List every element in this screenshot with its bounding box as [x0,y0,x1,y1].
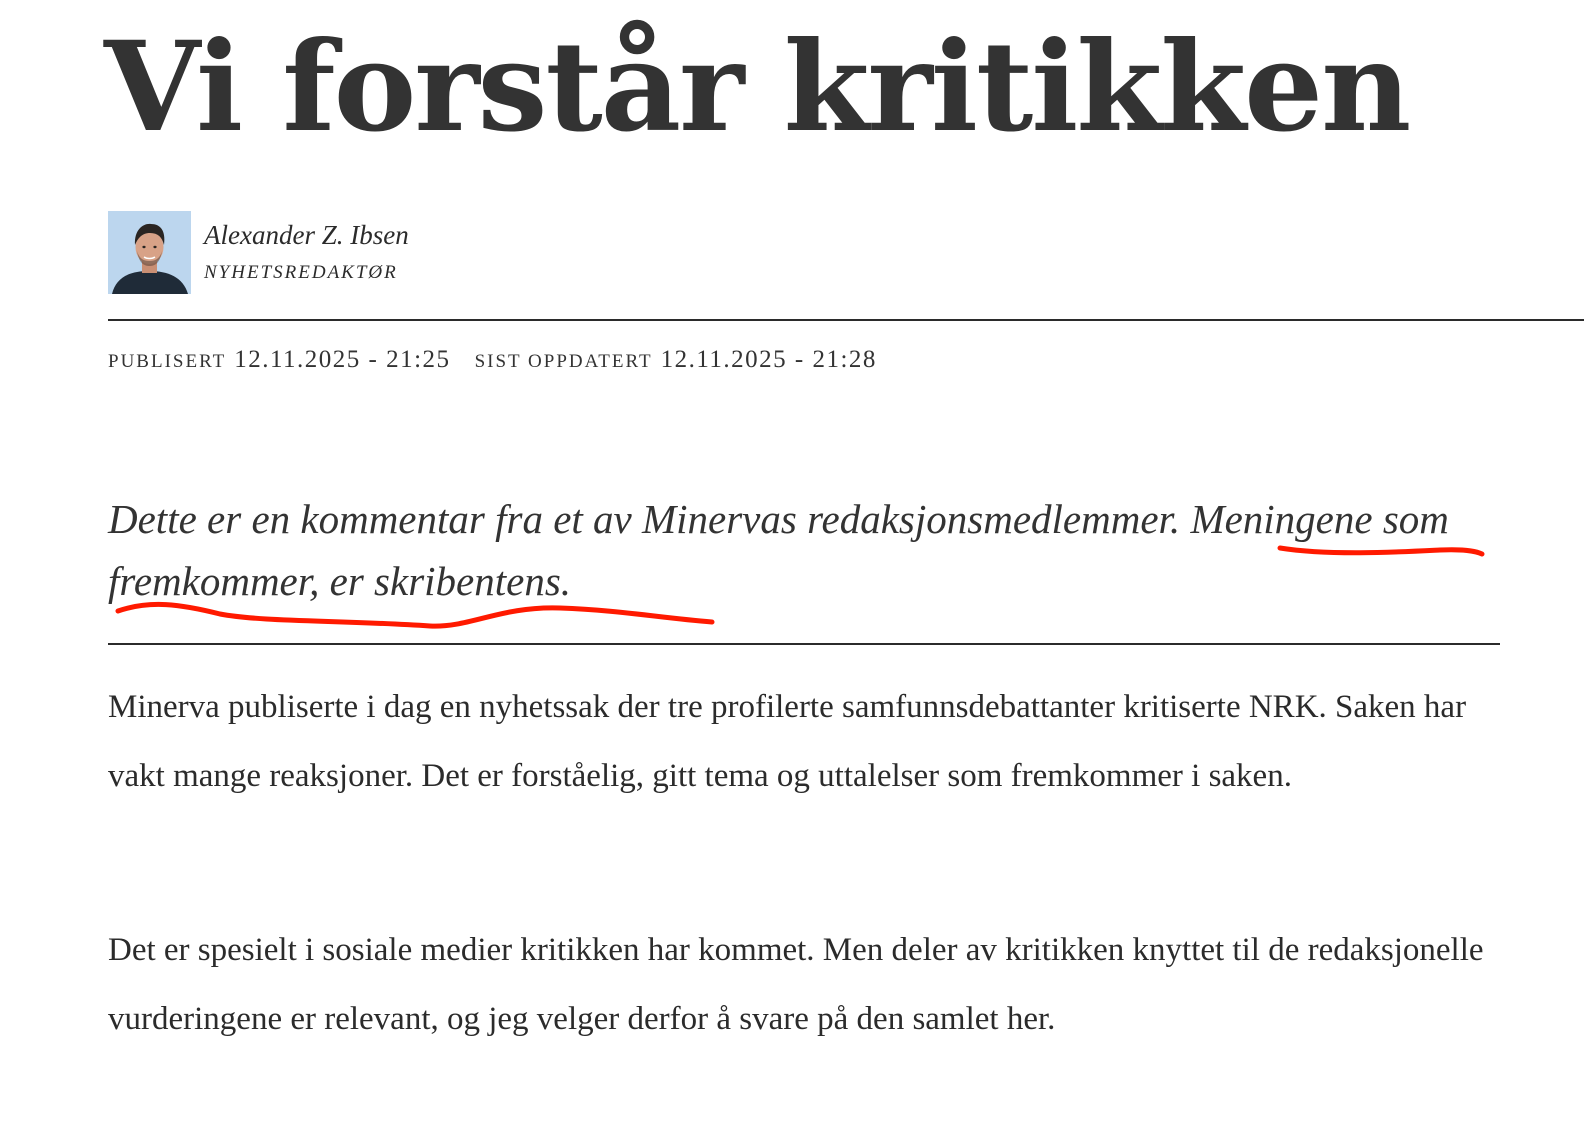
disclaimer-highlighted-text: Meningene som fremkommer, er skribentens. [108,496,1449,604]
article-title: Vi forstår kritikken [104,15,1410,160]
disclaimer-divider [108,643,1500,645]
body-paragraph-2: Det er spesielt i sosiale medier kritikken har kommet. Men deler av kritikken knyttet til de redaksjonelle vurderingene er relevant, og jeg velger derfor å svare på den samlet her. [108,932,1484,1037]
opinion-disclaimer [108,488,1528,612]
published-label: PUBLISERT [108,351,227,372]
header-divider [108,319,1584,321]
author-role: NYHETSREDAKTØR [204,262,398,283]
published-date: 12.11.2025 - 21:25 [234,346,451,373]
byline [108,210,409,294]
author-photo [108,211,191,294]
publish-meta [108,346,877,382]
disclaimer-text: Dette er en kommentar fra et av Minervas redaksjonsmedlemmer. [108,496,1181,542]
author-avatar[interactable] [108,211,191,294]
author-name[interactable]: Alexander Z. Ibsen [204,220,409,250]
updated-date: 12.11.2025 - 21:28 [660,346,877,373]
author-info [204,217,409,287]
updated-label: SIST OPPDATERT [474,351,653,372]
body-paragraph-1: Minerva publiserte i dag en nyhetssak der tre profilerte samfunnsdebattanter kritiserte NRK. Saken har vakt mange reaksjoner. Det er forståelig, gitt tema og uttalelser som fremkommer i saken. [108,689,1467,794]
